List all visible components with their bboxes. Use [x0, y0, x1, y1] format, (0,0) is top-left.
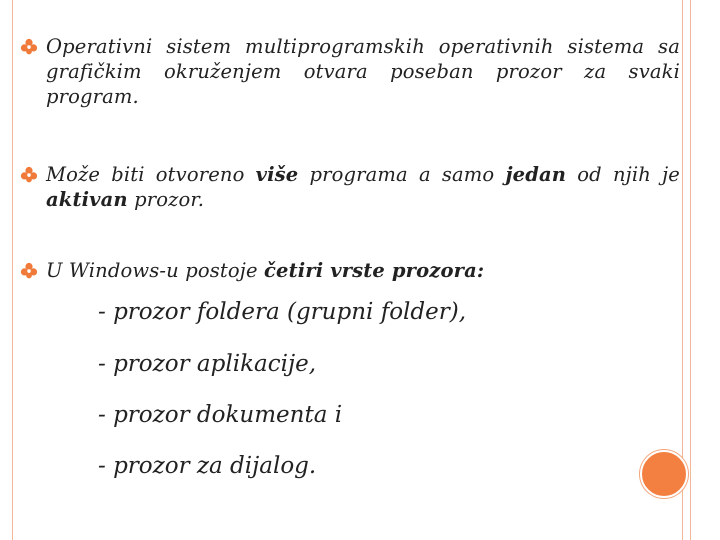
bullet-text: Operativni sistem multiprogramskih operativnih sistema sa grafičkim okruženjem otvara poseban prozor za svaki program.: [46, 35, 680, 108]
flower-bullet-icon: [20, 38, 38, 56]
bullet-text: Može biti otvoreno više programa a samo jedan od njih je aktivan prozor.: [46, 163, 680, 211]
window-type-item: - prozor foldera (grupni folder),: [98, 299, 467, 325]
window-type-item: - prozor aplikacije,: [98, 351, 317, 377]
bullet-item: [20, 34, 680, 109]
bullet-item: [20, 258, 680, 283]
window-type-item: - prozor za dijalog.: [98, 453, 317, 479]
flower-bullet-icon: [20, 262, 38, 280]
bullet-item: [20, 162, 680, 212]
slide-frame-right-line-outer: [690, 0, 691, 540]
slide-frame-left-line: [12, 0, 13, 540]
flower-bullet-icon: [20, 166, 38, 184]
bullet-text: U Windows-u postoje četiri vrste prozora:: [46, 259, 485, 282]
decorative-orange-circle: [640, 450, 688, 498]
window-type-item: - prozor dokumenta i: [98, 402, 343, 428]
